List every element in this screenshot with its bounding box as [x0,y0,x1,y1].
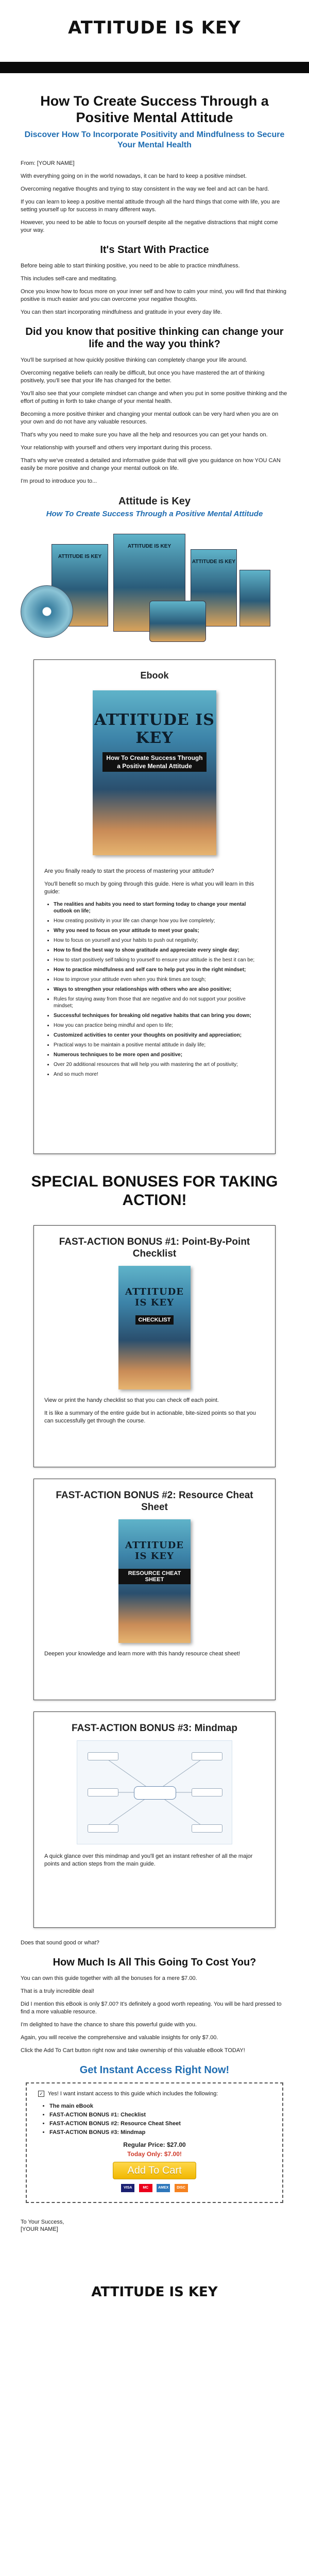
question-p1: You'll be surprised at how quickly positive thinking can completely change your life around. [21,357,248,363]
checklist-cover-image [118,1266,191,1389]
list-item: • Practical ways to be maintain a positive mental attitude in daily life; [54,1042,265,1048]
discover-icon: DISC [175,2184,188,2192]
question-p6: Your relationship with yourself and others very important during this process. [21,445,212,451]
list-item: • How to start positively self talking to yourself to ensure your attitude is the best it can be; [54,957,265,963]
pricing-p3: Did I mention this eBook is only $7.00? It's definitely a good worth repeating. You will be hard pressed to find a more valuable resource. [21,2001,282,2015]
pricing-section [21,1939,288,2055]
signoff-line1: To Your Success, [21,2219,64,2226]
list-item: • How to practice mindfulness and self care to help put you in the right mindset; [54,967,265,973]
today-price: Today Only: $7.00! [127,2150,182,2158]
payment-cards [38,2183,271,2193]
order-item: • The main eBook [49,2102,271,2111]
ebook-card [33,659,276,1154]
bundle-subtitle: How To Create Success Through a Positive Mental Attitude [46,510,263,518]
cheatsheet-cover-subtitle: RESOURCE CHEAT SHEET [118,1569,191,1584]
list-item: • Ways to strengthen your relationships with others who are also positive; [54,986,265,993]
list-item: • How you can practice being mindful and open to life; [54,1022,265,1029]
practice-heading: It's Start With Practice [100,244,209,256]
bonus3-p1: A quick glance over this mindmap and you'll get an instant refresher of all the major points and action steps from the main guide. [44,1853,253,1867]
from-line: From: [YOUR NAME] [21,160,75,166]
list-item: • Customized activities to center your thoughts on positivity and appreciation; [54,1032,265,1039]
footer-brand: ATTITUDE IS KEY [91,2284,218,2300]
pricing-lead: Does that sound good or what? [21,1940,99,1946]
ebook-p2: You'll benefit so much by going through this guide. Here is what you will learn in this guide: [44,881,254,895]
ebook-cover-image [93,690,216,855]
list-item: • Numerous techniques to be more open and positive; [54,1052,265,1058]
regular-price: Regular Price: $27.00 [123,2141,186,2149]
bonuses-heading: SPECIAL BONUSES FOR TAKING ACTION! [31,1173,278,1209]
bundle-box-left-title: ATTITUDE IS KEY [58,554,102,560]
bonus2-p1: Deepen your knowledge and learn more with this handy resource cheat sheet! [44,1651,241,1657]
list-item: • How to focus on yourself and your habits to push out negativity; [54,937,265,944]
bundle-box-main-title: ATTITUDE IS KEY [127,544,171,549]
page-subtitle: Discover How To Incorporate Positivity and Mindfulness to Secure Your Mental Health [24,130,285,149]
add-to-cart-button[interactable]: Add To Cart [113,2162,196,2179]
cheatsheet-cover-title: ATTITUDE IS KEY [125,1540,184,1562]
bundle-box-right-title: ATTITUDE IS KEY [192,559,236,565]
order-heading: Get Instant Access Right Now! [79,2064,230,2076]
bundle-title: Attitude is Key [118,496,191,507]
bonus3-title: FAST-ACTION BONUS #3: Mindmap [72,1723,237,1734]
list-item: • Over 20 additional resources that will help you with mastering the art of positivity; [54,1061,265,1068]
bundle-disc [21,585,73,638]
checklist-cover-subtitle: CHECKLIST [135,1315,174,1325]
bundle-book-small [239,570,270,626]
bonus1-title: FAST-ACTION BONUS #1: Point-By-Point Checklist [59,1236,250,1259]
question-p2: Overcoming negative beliefs can really be difficult, but once you have mastered the art of thinking positively, you'll see that your life has changed for the better. [21,370,265,384]
mastercard-icon: MC [139,2184,152,2192]
order-item: • FAST-ACTION BONUS #3: Mindmap [49,2128,271,2137]
practice-p3: Once you know how to focus more on your inner self and how to calm your mind, you will find that thinking positive is much easier and you can overcome your negative thoughts. [21,289,287,302]
pricing-p5: Again, you will receive the comprehensive and valuable insights for only $7.00. [21,2035,218,2041]
list-item: • How to improve your attitude even when you think times are tough; [54,976,265,983]
question-heading: Did you know that positive thinking can change your life and the way you think? [25,326,284,350]
question-p7: That's why we've created a detailed and informative guide that will give you guidance on how YOU CAN easily be more positive and change your mental outlook on life. [21,457,281,471]
header-brand: ATTITUDE IS KEY [68,18,241,38]
ebook-heading: Ebook [140,670,169,681]
question-p5: That's why you need to make sure you have all the help and resources you can get your hands on. [21,432,268,438]
mindmap-center-node [134,1786,176,1800]
list-item: • Why you need to focus on your attitude to meet your goals; [54,927,265,934]
agree-checkbox[interactable]: ✓ [38,2091,44,2097]
ebook-cover-subtitle: How To Create Success Through a Positive Mental Attitude [102,752,207,772]
bonus1-p1: View or print the handy checklist so that you can check off each point. [44,1397,219,1403]
list-item: • How creating positivity in your life can change how you live completely; [54,918,265,924]
pricing-p2: That is a truly incredible deal! [21,1988,95,1994]
order-box [26,2082,283,2203]
mindmap-node [192,1788,222,1797]
intro-p3: If you can learn to keep a positive mental attitude through all the hard things that come with life, you are setting yourself up for success in many different ways. [21,199,280,213]
order-agree-text: Yes! I want instant access to this guide which includes the following: [47,2091,218,2097]
mindmap-node [88,1824,118,1833]
list-item: • Rules for staying away from those that are negative and do not support your positive mindset; [54,996,265,1009]
mindmap-image [77,1740,232,1844]
intro-p4: However, you need to be able to focus on yourself despite all the negative distractions that might come your way. [21,219,278,233]
visa-icon: VISA [121,2184,134,2192]
signoff-line2: [YOUR NAME] [21,2226,58,2233]
site-header [0,0,309,62]
mindmap-node [88,1752,118,1760]
order-item: • FAST-ACTION BONUS #2: Resource Cheat Sheet [49,2120,271,2128]
mindmap-node [192,1824,222,1833]
checklist-cover-title: ATTITUDE IS KEY [125,1286,184,1308]
ebook-p1: Are you finally ready to start the process of mastering your attitude? [44,868,214,874]
site-footer [0,2264,309,2320]
pricing-heading: How Much Is All This Going To Cost You? [53,1957,256,1968]
bonus-card-cheatsheet [33,1479,276,1700]
question-p8: I'm proud to introduce you to... [21,478,97,484]
practice-p1: Before being able to start thinking positive, you need to be able to practice mindfulness. [21,263,240,269]
order-items [38,2102,271,2137]
bonus-card-checklist [33,1225,276,1467]
bonus2-title: FAST-ACTION BONUS #2: Resource Cheat Sheet [56,1490,253,1513]
list-item: • And so much more! [54,1071,265,1078]
top-bar [0,62,309,73]
ebook-feature-list [44,901,265,1078]
ebook-cover-title: ATTITUDE IS KEY [94,711,215,747]
question-p3: You'll also see that your complete mindset can change and when you put in some positive thinking and the effort of putting in forth to take change of your mental health. [21,391,287,404]
pricing-p6: Click the Add To Cart button right now and take ownership of this valuable eBook TODAY! [21,2047,245,2054]
intro-p1: With everything going on in the world nowadays, it can be hard to keep a positive mindset. [21,173,247,179]
pricing-p1: You can own this guide together with all the bonuses for a mere $7.00. [21,1975,197,1981]
page-title: How To Create Success Through a Positive Mental Attitude [40,93,269,125]
practice-p4: You can then start incorporating mindfulness and gratitude in your every day life. [21,309,222,315]
order-item: • FAST-ACTION BONUS #1: Checklist [49,2111,271,2120]
bonus-card-mindmap [33,1711,276,1928]
signoff [21,2218,288,2233]
pricing-p4: I'm delighted to have the chance to share this powerful guide with you. [21,2022,197,2028]
amex-icon: AMEX [157,2184,170,2192]
question-p4: Becoming a more positive thinker and changing your mental outlook can be very hard when you are on your own and do not have any valuable resources. [21,411,279,425]
list-item: • The realities and habits you need to start forming today to change your mental outlook on life; [54,901,265,914]
practice-p2: This includes self-care and meditating. [21,276,117,282]
intro-p2: Overcoming negative thoughts and trying to stay consistent in the way we feel and act can be hard. [21,186,269,192]
bundle-tablet [149,601,206,642]
order-agree-line [38,2091,271,2097]
bonus1-p2: It is like a summary of the entire guide but in actionable, bite-sized points so that you can successfully get through the course. [44,1410,256,1424]
list-item: • Successful techniques for breaking old negative habits that can bring you down; [54,1012,265,1019]
product-bundle-image [21,523,288,647]
mindmap-node [88,1788,118,1797]
list-item: • How to find the best way to show gratitude and appreciate every single day; [54,947,265,954]
cheatsheet-cover-image [118,1519,191,1643]
mindmap-node [192,1752,222,1760]
main-content [0,73,309,2233]
